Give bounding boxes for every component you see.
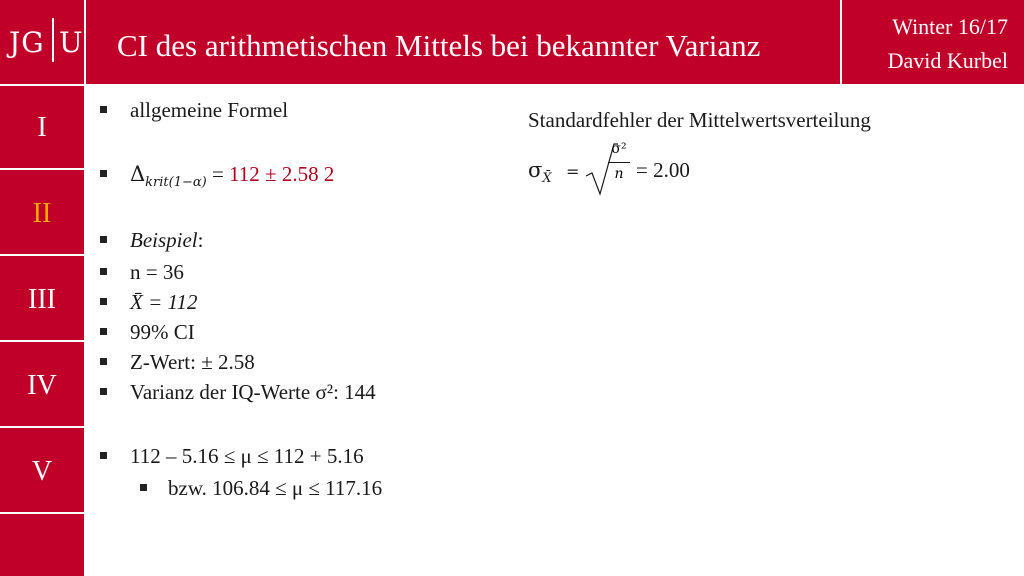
formula-result: = 2.00 — [636, 158, 690, 182]
bullet-icon — [100, 106, 107, 113]
bullet-icon — [100, 328, 107, 335]
bullet-icon — [100, 170, 107, 177]
logo-u: U — [59, 26, 83, 59]
section-nav — [0, 86, 84, 576]
fraction-denominator: n — [614, 166, 624, 182]
bullet-icon — [100, 268, 107, 275]
standard-error-heading: Standardfehler der Mittelwertsverteilung — [528, 108, 871, 132]
jgu-logo — [0, 0, 84, 84]
fraction-numerator: σ² — [611, 141, 627, 157]
nav-item-ii[interactable]: II — [0, 172, 84, 256]
author-name: David Kurbel — [887, 48, 1008, 73]
nav-item-i[interactable]: I — [0, 86, 84, 170]
nav-item-iii[interactable]: III — [0, 258, 84, 342]
slide-header — [0, 0, 1024, 84]
header-divider-left — [84, 0, 86, 84]
bullet-icon — [100, 388, 107, 395]
term-label: Winter 16/17 — [892, 14, 1008, 39]
fraction-line — [608, 162, 630, 163]
slide-title: CI des arithmetischen Mittels bei bekannter Varianz — [117, 28, 761, 63]
nav-item-v[interactable]: V — [0, 430, 84, 514]
bullet-icon — [100, 358, 107, 365]
term-info — [888, 10, 1008, 78]
logo-jg: JG — [9, 26, 45, 59]
nav-item-iv[interactable]: IV — [0, 344, 84, 428]
header-divider-right — [840, 0, 842, 84]
logo-divider — [52, 18, 54, 62]
bullet-icon — [100, 236, 107, 243]
bullet-icon — [140, 484, 147, 491]
bullet-icon — [100, 452, 107, 459]
bullet-icon — [100, 298, 107, 305]
